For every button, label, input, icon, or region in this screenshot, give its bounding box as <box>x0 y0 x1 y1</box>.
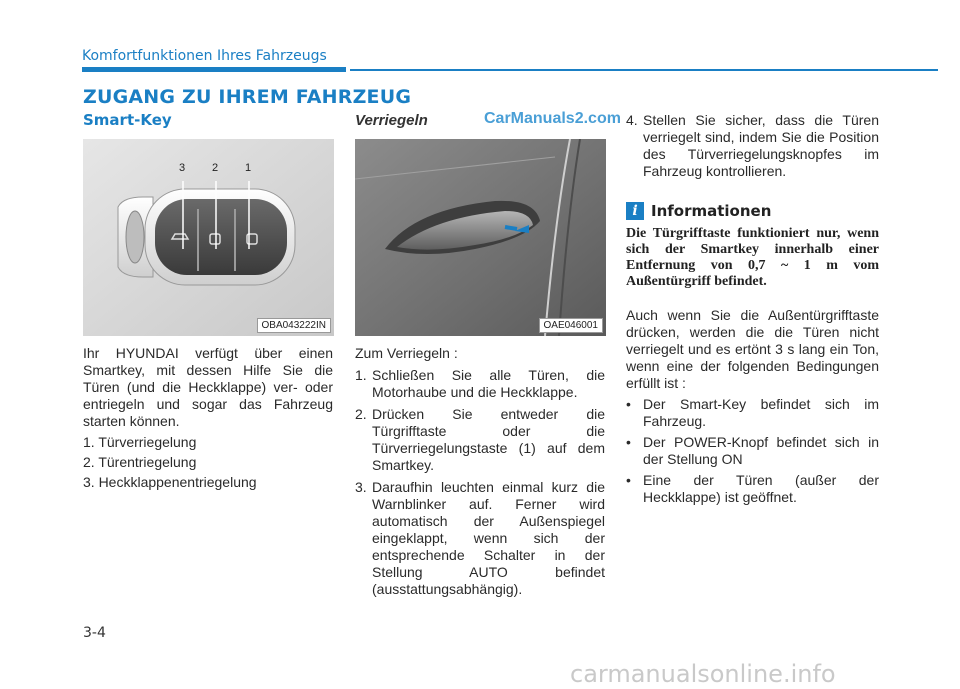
column-1 <box>83 112 333 129</box>
bullet-icon: • <box>626 472 631 489</box>
bullet-icon: • <box>626 434 631 451</box>
watermark-text: CarManuals2.com <box>484 110 621 127</box>
list-item <box>626 112 879 180</box>
list-item <box>626 434 879 468</box>
list-item <box>626 396 879 430</box>
list-item: 2. Türentriegelung <box>83 454 197 470</box>
site-watermark: carmanualsonline.info <box>570 660 836 688</box>
bullet-text: Der Smart-Key befindet sich im Fahrzeug. <box>643 396 879 430</box>
door-handle-photo <box>355 139 606 336</box>
info-heading <box>626 202 879 220</box>
step-text: Daraufhin leuchten einmal kurz die Warnblinker auf. Ferner wird automatisch der Außenspiegel eingeklappt, wenn sich der entsprechende Schalter in der Stellung AUTO befindet (ausstattungsabhängig). <box>372 479 605 597</box>
key-label-2: 2 <box>212 162 219 174</box>
page-number: 3-4 <box>83 625 106 641</box>
column-1-text <box>83 345 333 491</box>
key-label-1: 1 <box>245 162 252 174</box>
bullet-icon: • <box>626 396 631 413</box>
step-text: Stellen Sie sicher, dass die Türen verriegelt sind, indem Sie die Position des Türverriegelungsknopfes im Fahrzeug kontrollieren. <box>643 112 879 179</box>
smartkey-paragraph: Ihr HYUNDAI verfügt über einen Smartkey, mit dessen Hilfe Sie die Türen (und die Heckklappe) ver- oder entriegeln und sogar das Fahrzeug starten können. <box>83 345 333 429</box>
header-rule-thin <box>350 69 938 71</box>
list-item <box>355 406 605 474</box>
key-label-3: 3 <box>179 162 186 174</box>
info-bold-text: Die Türgrifftaste funktioniert nur, wenn sich der Smartkey innerhalb einer Entfernung von 0,7 ~ 1 m vom Außentürgriff befindet. <box>626 226 879 290</box>
subhead-verriegeln: Verriegeln <box>355 112 428 129</box>
list-item: 1. Türverriegelung <box>83 434 197 450</box>
bullet-text: Eine der Türen (außer der Heckklappe) ist geöffnet. <box>643 472 879 506</box>
bullet-text: Der POWER-Knopf befindet sich in der Stellung ON <box>643 434 879 468</box>
step-text: Schließen Sie alle Türen, die Motorhaube und die Heckklappe. <box>372 367 605 400</box>
step-number: 1. <box>355 367 367 383</box>
photo-caption-door: OAE046001 <box>539 318 604 333</box>
section-title: ZUGANG ZU IHREM FAHRZEUG <box>83 86 412 108</box>
photo-caption-smartkey: OBA043222IN <box>257 318 332 333</box>
info-paragraph: Auch wenn Sie die Außentürgrifftaste drücken, werden die die Türen nicht verriegelt und es ertönt 3 s lang ein Ton, wenn eine der folgenden Bedingungen erfüllt ist : <box>626 307 879 392</box>
column-2-heading <box>355 112 605 129</box>
step-number: 3. <box>355 479 367 495</box>
list-item <box>355 367 605 401</box>
step-text: Drücken Sie entweder die Türgrifftaste oder die Türverriegelungstaste (1) auf dem Smartkey. <box>372 406 605 473</box>
smartkey-photo <box>83 139 334 336</box>
chapter-header: Komfortfunktionen Ihres Fahrzeugs <box>82 48 327 64</box>
list-item <box>626 472 879 506</box>
column-3 <box>626 112 879 506</box>
subhead-smart-key: Smart-Key <box>83 111 172 129</box>
smartkey-illustration <box>83 139 334 336</box>
info-title: Informationen <box>651 201 772 220</box>
step-number: 2. <box>355 406 367 422</box>
list-item <box>355 479 605 598</box>
step-number: 4. <box>626 112 638 128</box>
list-item: 3. Heckklappenentriegelung <box>83 474 257 490</box>
lock-intro: Zum Verriegeln : <box>355 345 458 361</box>
info-icon: i <box>626 202 644 220</box>
column-2-text <box>355 345 605 598</box>
door-handle-illustration <box>355 139 606 336</box>
header-rule-thick <box>82 67 346 72</box>
